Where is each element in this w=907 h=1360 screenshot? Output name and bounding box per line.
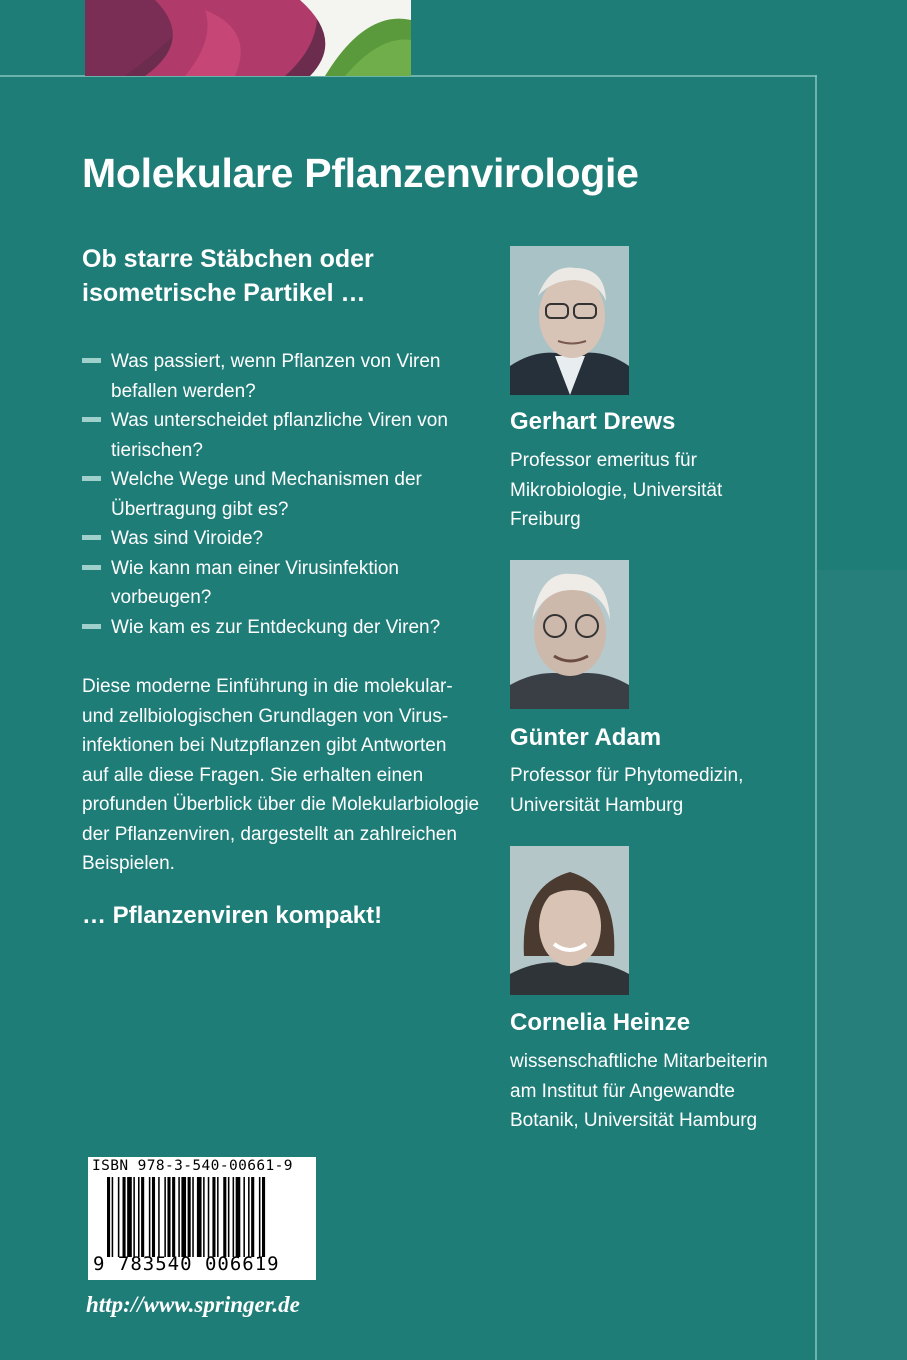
list-item: Wie kam es zur Entdeckung der Viren?: [82, 613, 482, 643]
dash-bullet-icon: [82, 535, 101, 540]
ean-number: 9 783540 006619: [93, 1253, 280, 1275]
author-description: wissenschaftliche Mitarbeiterin am Institut für Angewandte Botanik, Universität Hamburg: [510, 1051, 768, 1131]
isbn-text: ISBN 978-3-540-00661-9: [92, 1158, 293, 1174]
author-photo-drews: [510, 246, 629, 395]
subheading-line: isometrische Partikel …: [82, 279, 366, 307]
list-item: Was sind Viroide?: [82, 524, 482, 554]
subheading: [82, 242, 442, 310]
closing-line: … Pflanzenviren kompakt!: [82, 902, 383, 929]
cover-flower-image: [85, 0, 411, 76]
dash-bullet-icon: [82, 624, 101, 629]
book-title: Molekulare Pflanzenvirologie: [82, 150, 639, 196]
subheading-line: Ob starre Stäbchen oder: [82, 245, 374, 273]
question-list: [82, 347, 482, 642]
dash-bullet-icon: [82, 565, 101, 570]
dash-bullet-icon: [82, 476, 101, 481]
list-item: Wie kann man einer Virusinfektion vorbeugen?: [82, 554, 482, 613]
barcode-bars-icon: [107, 1177, 307, 1257]
author-name: Cornelia Heinze: [510, 1009, 691, 1036]
description-paragraph: Diese moderne Einführung in die molekular- und zellbiologischen Grundlagen von Virus- infektionen bei Nutzpflanzen gibt Antworten auf alle diese Fragen. Sie erhalten einen profunden Überblick über die Molekularbiologie der Pflanzenviren, dargestellt an zahlreichen Beispielen.: [82, 676, 480, 874]
author-name: Günter Adam: [510, 724, 662, 751]
author-photo-adam: [510, 560, 629, 709]
author-photo-heinze: [510, 846, 629, 995]
author-description: Professor für Phytomedizin, Universität Hamburg: [510, 765, 744, 816]
list-item: Was unterscheidet pflanzliche Viren von tierischen?: [82, 406, 482, 465]
dash-bullet-icon: [82, 358, 101, 363]
author-name: Gerhart Drews: [510, 408, 676, 435]
author-description: Professor emeritus für Mikrobiologie, Universität Freiburg: [510, 450, 723, 530]
right-edge-strip: [817, 570, 907, 1360]
dash-bullet-icon: [82, 417, 101, 422]
isbn-barcode: [88, 1157, 316, 1280]
frame-line-vertical: [815, 75, 817, 1360]
list-item: Was passiert, wenn Pflanzen von Viren befallen werden?: [82, 347, 482, 406]
publisher-url: http://www.springer.de: [86, 1292, 300, 1317]
list-item: Welche Wege und Mechanismen der Übertragung gibt es?: [82, 465, 482, 524]
